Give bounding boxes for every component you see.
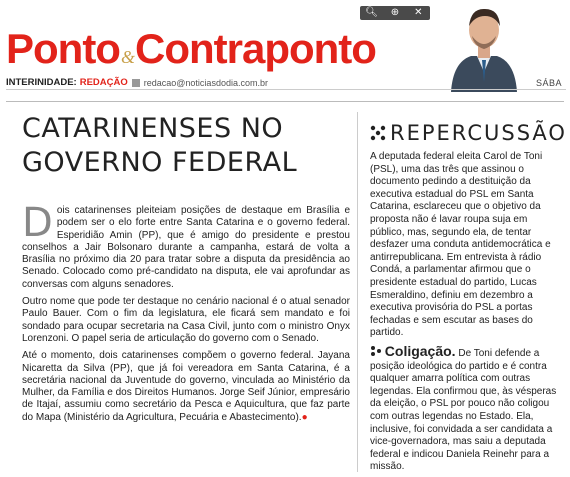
square-bullet-icon xyxy=(132,79,140,87)
coligacao-note xyxy=(370,345,566,474)
byline-label: INTERINIDADE: xyxy=(6,77,77,88)
masthead-word-ponto: Ponto xyxy=(6,25,120,72)
header-rule xyxy=(6,101,564,102)
repercussao-title: REPERCUSSÃO xyxy=(390,121,567,145)
column-divider xyxy=(357,112,358,472)
article-paragraph: Outro nome que pode ter destaque no cenário nacional é o atual senador Paulo Bauer. Com o fim da legislatura, ele ficará sem mandato e foi sondado para ocupar secretaria na Casa Civil, junto com o ministro Onyx Lorenzoni. O papel seria de articulação do governo com o Senado. xyxy=(22,296,350,344)
zoom-in-icon[interactable]: ⊕ xyxy=(390,7,400,18)
close-icon[interactable]: ✕ xyxy=(414,7,423,18)
viewer-toolbar xyxy=(360,6,430,20)
repercussao-header xyxy=(370,121,567,145)
masthead-word-contraponto: Contraponto xyxy=(134,25,376,72)
byline-email[interactable]: redacao@noticiasdodia.com.br xyxy=(143,77,268,88)
repercussao-text: A deputada federal eleita Carol de Toni (PSL), uma das três que assinou o documento pedindo a destituição da executiva estadual do PSL em Santa Catarina, esclareceu que o objetivo da proposta não é lavar roupa suja em público, mas, segundo ela, de tentar desfazer uma conduta antidemocrática e antirrepublicana. Em entrevista à rádio Condá, a parlamentar afirmou que o presidente estadual do partido, Lucas Esmeraldino, definiu em dezembro a executiva provisória do PSL a portas fechadas e sem escutar as bases do partido. xyxy=(370,151,551,339)
date-fragment: SÁBA xyxy=(535,77,562,88)
article-body xyxy=(22,200,350,429)
masthead-ampersand: & xyxy=(120,47,134,67)
drop-cap: D xyxy=(22,200,53,246)
byline-bar xyxy=(6,76,566,90)
coligacao-title: Coligação. xyxy=(384,343,456,359)
paragraph-1-text: ois catarinenses pleiteiam posições de destaque em Brasília e podem ser o elo forte entre Santa Catarina e o governo federal. Esperidião Amin (PP), que é amigo do presidente e prestou conselhos a Jair Bolsonaro durante a campanha, estará de volta a Brasília no próximo dia 20 para tratar sobre a disputa da presidência ao Senado. Colocado como pré-candidato na disputa, ele vai aprofundar as conversas com alguns senadores. xyxy=(22,205,350,290)
byline-author: REDAÇÃO xyxy=(79,77,128,88)
zoom-out-icon[interactable]: 🔍︎ xyxy=(365,7,378,18)
article-headline: CATARINENSES NO GOVERNO FEDERAL xyxy=(22,113,298,178)
article-paragraph xyxy=(22,200,350,291)
end-mark-icon: ● xyxy=(301,411,308,423)
dots-network-icon xyxy=(370,125,386,141)
dots-icon xyxy=(370,345,382,357)
article-paragraph xyxy=(22,350,350,424)
coligacao-text: De Toni defende a posição ideológica do partido e é contra qualquer amarra política com outras legendas. Ela confirmou que, às vésperas da eleição, o PSL por pouco não coligou com outras legendas no Estado. Ela, inclusive, foi convidada a ser candidata a vice-governadora, mas saiu a deputada federal e indicou Daniela Reinehr para a missão. xyxy=(370,348,557,473)
paragraph-3-text: Até o momento, dois catarinenses compõem o governo federal. Jayana Nicaretta da Silva (PP), que já foi vereadora em Santa Catarina, é a secretária nacional da Juventude do governo, vinculada ao Ministério da Mulher, da Família e dos Direitos Humanos. Jorge Seif Júnior, empresário de Itajaí, assumiu como secretário da Pesca e Aquicultura, que faz parte do Mapa (Ministério da Agricultura, Pecuária e Abastecimento). xyxy=(22,350,350,423)
column-masthead xyxy=(6,26,376,72)
